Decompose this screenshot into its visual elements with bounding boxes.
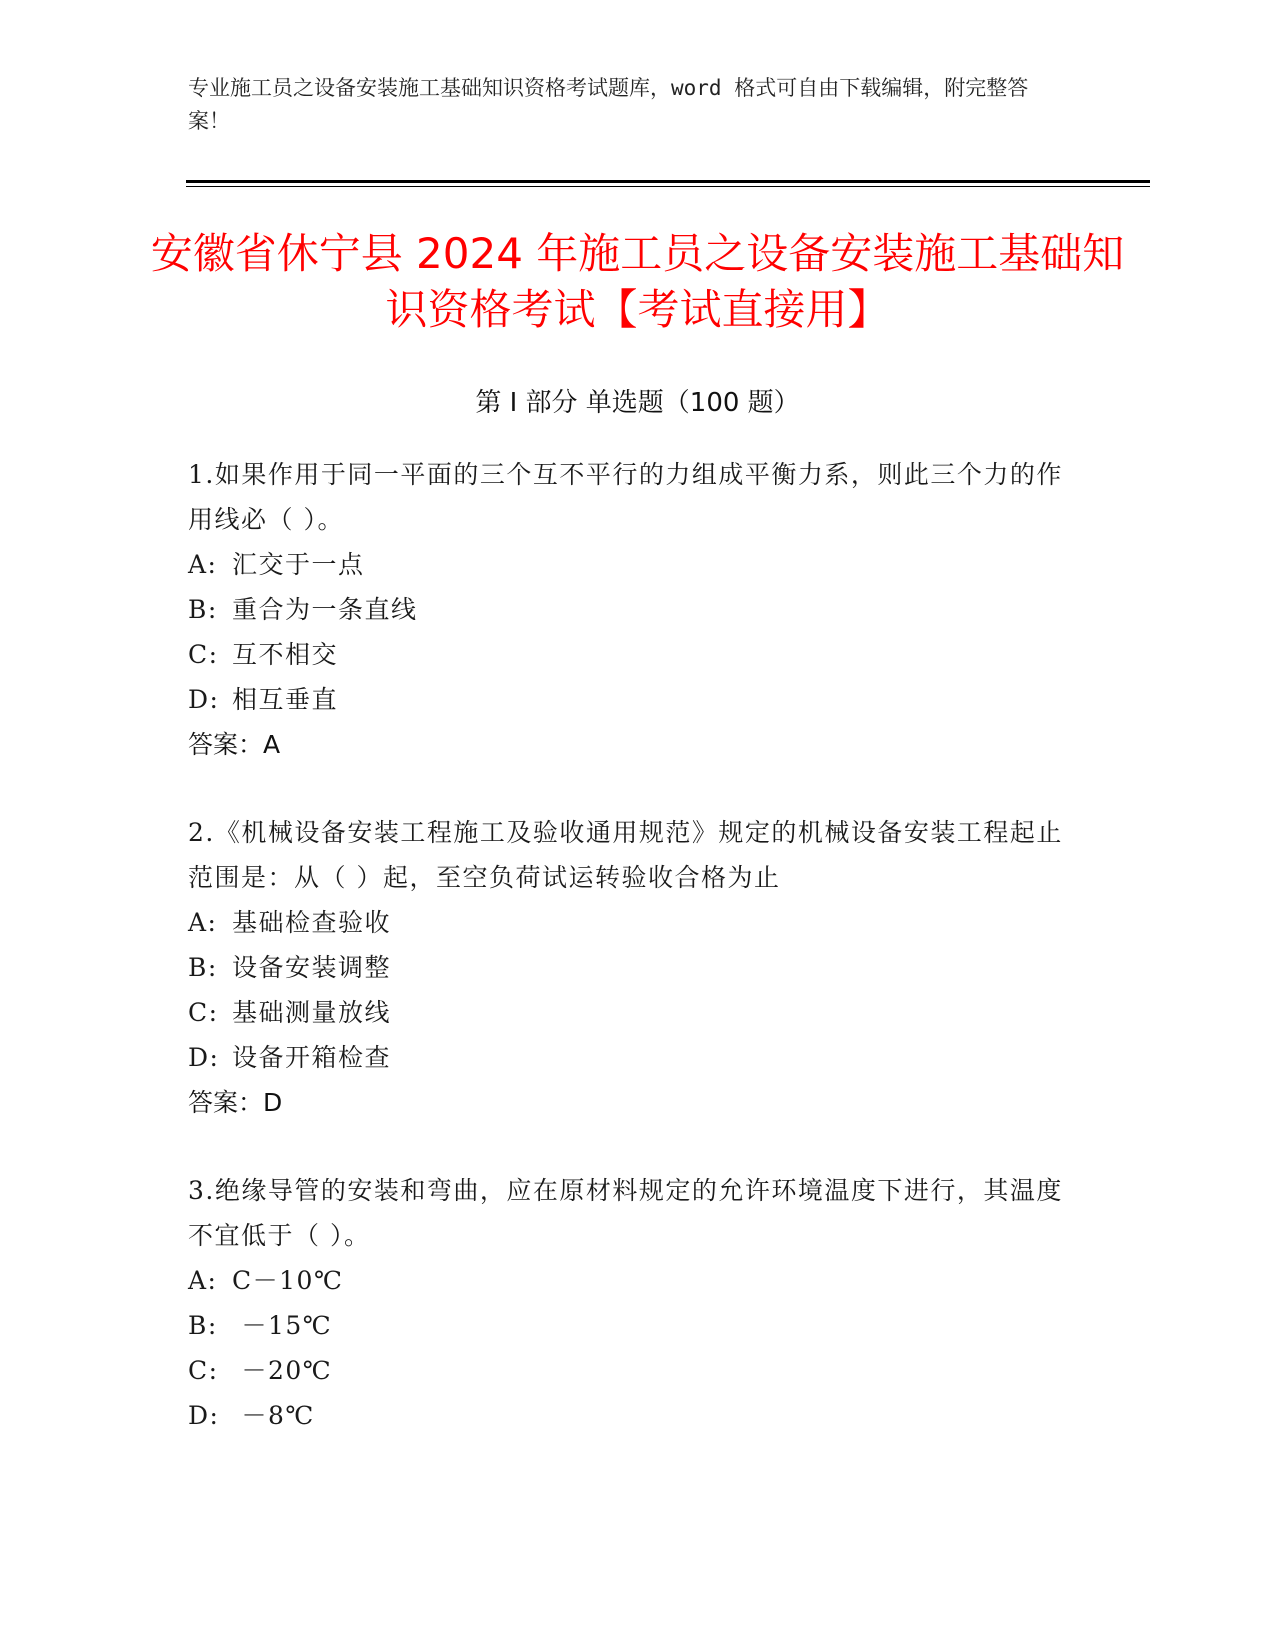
question-stem: 1.如果作用于同一平面的三个互不平行的力组成平衡力系，则此三个力的作用线必（ ）。 [188,460,1063,534]
question-stem: 2.《机械设备安装工程施工及验收通用规范》规定的机械设备安装工程起止范围是：从（ ）起，至空负荷试运转验收合格为止 [188,818,1063,892]
option-text: 设备开箱检查 [232,1043,392,1072]
header-rule-thick [186,180,1150,183]
option-text: 设备安装调整 [232,953,392,982]
option-d [188,1393,1068,1438]
option-b [188,587,1068,632]
option-d [188,1035,1068,1080]
option-letter: D: [188,1043,220,1072]
option-letter: D: [188,1401,220,1430]
question-stem: 3.绝缘导管的安装和弯曲，应在原材料规定的允许环境温度下进行，其温度不宜低于（ ）。 [188,1176,1063,1250]
option-letter: C: [188,998,219,1027]
question-2 [188,810,1068,1125]
option-a [188,1258,1068,1303]
section-title: 第 I 部分 单选题（100 题） [475,388,800,418]
option-text: －20℃ [232,1356,333,1385]
option-text: 基础测量放线 [232,998,392,1027]
option-text: 重合为一条直线 [232,595,418,624]
option-text: －15℃ [232,1311,333,1340]
document-title: 安徽省休宁县 2024 年施工员之设备安装施工基础知识资格考试【考试直接用】 [150,229,1125,334]
option-text: 汇交于一点 [232,550,365,579]
question-3 [188,1168,1068,1438]
header-note: 专业施工员之设备安装施工基础知识资格考试题库，word 格式可自由下载编辑，附完整答案！ [188,76,1029,133]
option-text: 相互垂直 [232,685,339,714]
option-d [188,677,1068,722]
header-rule-thin [186,186,1150,187]
option-letter: A: [188,1266,218,1295]
option-c [188,1348,1068,1393]
option-b [188,945,1068,990]
option-text: 互不相交 [232,640,339,669]
option-letter: B: [188,1311,218,1340]
answer: 答案：D [188,1088,283,1117]
option-letter: A: [188,550,218,579]
option-letter: A: [188,908,218,937]
option-text: －8℃ [232,1401,315,1430]
option-c [188,990,1068,1035]
option-letter: B: [188,595,218,624]
option-b [188,1303,1068,1348]
option-text: 基础检查验收 [232,908,392,937]
option-letter: D: [188,685,220,714]
option-c [188,632,1068,677]
option-a [188,542,1068,587]
answer: 答案：A [188,730,281,759]
option-text: C－10℃ [232,1266,344,1295]
option-letter: B: [188,953,218,982]
option-a [188,900,1068,945]
option-letter: C: [188,1356,219,1385]
question-1 [188,452,1068,767]
option-letter: C: [188,640,219,669]
